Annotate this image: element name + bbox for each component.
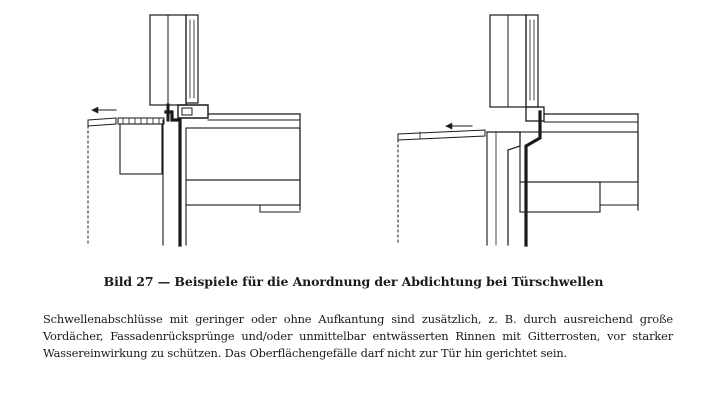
body-line: Schwellenabschlüsse mit geringer oder ohne Aufkantung sind zusätzlich, z. B. durch ausreichend große [43, 312, 673, 326]
left-door-leaf [186, 15, 198, 103]
body-line: Vordächer, Fassadenrücksprünge und/oder unmittelbar entwässerten Rinnen mit Gitterrosten, vor starker [43, 329, 673, 343]
figure-caption: Bild 27 — Beispiele für die Anordnung der Abdichtung bei Türschwellen [103, 274, 604, 289]
right-door-leaf [526, 15, 538, 107]
right-threshold-drawing [398, 15, 638, 245]
right-paving [398, 130, 485, 140]
left-threshold-drawing [88, 15, 300, 245]
body-paragraph [43, 311, 673, 362]
right-step [487, 132, 520, 245]
left-paving [88, 118, 116, 126]
left-gully [120, 124, 162, 174]
left-waterproofing [166, 112, 180, 245]
body-line: Wassereinwirkung zu schützen. Das Oberflächengefälle darf nicht zur Tür hin gerichtet sein. [43, 346, 568, 360]
